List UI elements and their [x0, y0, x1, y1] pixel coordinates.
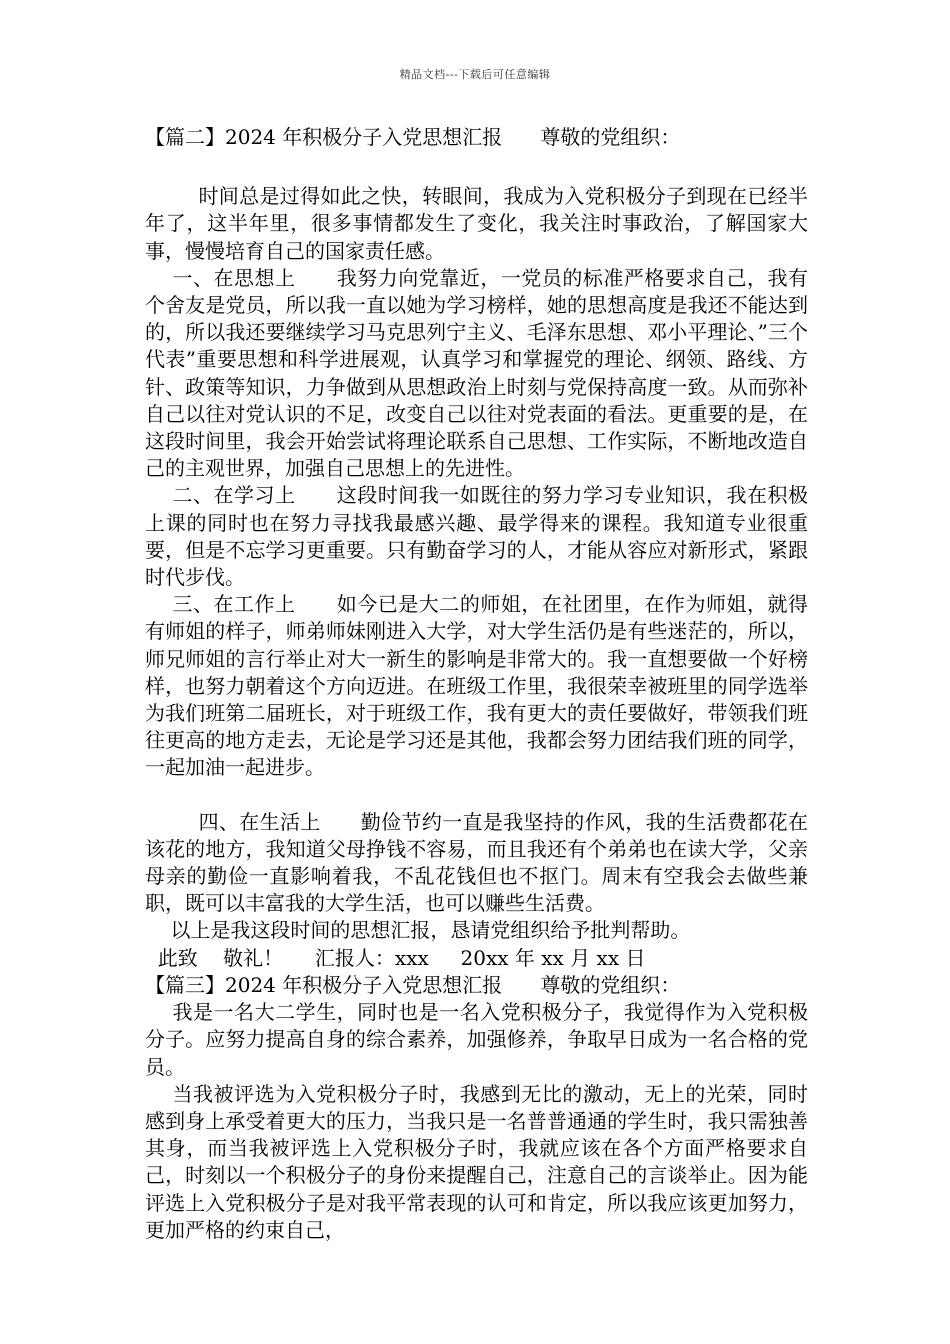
- paragraph-section3-body: 当我被评选为入党积极分子时，我感到无比的激动，无上的光荣，同时感到身上承受着更大的压力，当我只是一名普普通通的学生时，我只需独善其身，而当我被评选上入党积极分子时，我就应该在各个方面严格要求自己，时刻以一个积极分子的身份来提醒自己，注意自己的言谈举止。因为能评选上入党积极分子是对我平常表现的认可和肯定，所以我应该更加努力，更加严格的约束自己，: [145, 1081, 808, 1242]
- spacer: [145, 782, 808, 809]
- paragraph-study: 二、在学习上 这段时间我一如既往的努力学习专业知识，我在积极上课的同时也在努力寻找我最感兴趣、最学得来的课程。我知道专业很重要，但是不忘学习更重要。只有勤奋学习的人，才能从容应对新形式，紧跟时代步伐。: [145, 483, 808, 590]
- paragraph-section3-intro: 我是一名大二学生，同时也是一名入党积极分子，我觉得作为入党积极分子。应努力提高自身的综合素养，加强修养，争取早日成为一名合格的党员。: [145, 1000, 808, 1079]
- page-header: 精品文档---下载后可任意编辑: [399, 68, 551, 81]
- paragraph-thought: 一、在思想上 我努力向党靠近，一党员的标准严格要求自己，我有个舍友是党员，所以我一直以她为学习榜样，她的思想高度是我还不能达到的，所以我还要继续学习马克思列宁主义、毛泽东思想、邓小平理论、”三个代表”重要思想和科学进展观，认真学习和掌握党的理论、纲领、路线、方针、政策等知识，力争做到从思想政治上时刻与党保持高度一致。从而弥补自己以往对党认识的不足，改变自己以往对党表面的看法。更重要的是，在这段时间里，我会开始尝试将理论联系自己思想、工作实际，不断地改造自己的主观世界，加强自己思想上的先进性。: [145, 265, 808, 481]
- section-3-title: 【篇三】2024 年积极分子入党思想汇报 尊敬的党组织：: [145, 972, 681, 997]
- paragraph-life: 四、在生活上 勤俭节约一直是我坚持的作风，我的生活费都花在该花的地方，我知道父母挣钱不容易，而且我还有个弟弟也在读大学，父亲母亲的勤俭一直影响着我，不乱花钱但也不抠门。周末有空我会去做些兼职，既可以丰富我的大学生活，也可以赚些生活费。: [145, 809, 808, 916]
- paragraph-closing: 以上是我这段时间的思想汇报，恳请党组织给予批判帮助。: [145, 918, 691, 943]
- document-body: [145, 124, 808, 1244]
- section-2-title: 【篇二】2024 年积极分子入党思想汇报 尊敬的党组织：: [145, 125, 681, 149]
- paragraph-intro: 时间总是过得如此之快，转眼间，我成为入党积极分子到现在已经半年了，这半年里，很多事情都发生了变化，我关注时事政治，了解国家大事，慢慢培育自己的国家责任感。: [145, 184, 808, 263]
- paragraph-work: 三、在工作上 如今已是大二的师姐，在社团里，在作为师姐，就得有师姐的样子，师弟师妹刚进入大学，对大学生活仍是有些迷茫的，所以，师兄师姐的言行举止对大一新生的影响是非常大的。我一直想要做一个好榜样，也努力朝着这个方向迈进。在班级工作里，我很荣幸被班里的同学选举为我们班第二届班长，对于班级工作，我有更大的责任要做好，带领我们班往更高的地方走去，无论是学习还是其他，我都会努力团结我们班的同学，一起加油一起进步。: [145, 592, 808, 780]
- spacer: [145, 151, 808, 183]
- signature-line: 此致 敬礼！ 汇报人：xxx 20xx 年 xx 月 xx 日: [145, 945, 646, 970]
